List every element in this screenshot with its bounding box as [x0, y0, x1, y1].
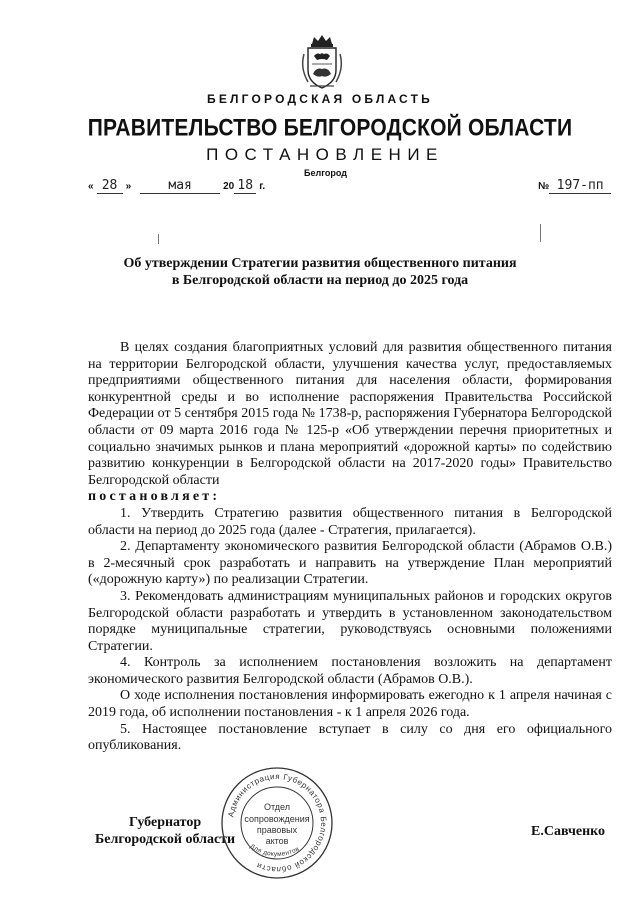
svg-text:Отдел: Отдел: [263, 802, 291, 812]
svg-text:правовых: правовых: [256, 825, 298, 835]
date-close-quote: »: [125, 181, 132, 192]
list-item: 1. Утвердить Стратегию развития общественного питания в Белгородской области на период до 2025 года (далее - Стратегия, прилагается).: [88, 505, 612, 538]
document-date: [88, 178, 265, 194]
document-type-heading: ПОСТАНОВЛЕНИЕ: [206, 145, 444, 164]
date-month: мая: [140, 178, 220, 194]
title-line-2: в Белгородской области на период до 2025 года: [171, 273, 469, 288]
list-item: 4. Контроль за исполнением постановления возложить на департамент экономического развития Белгородской области (Абрамов О.В.).: [88, 655, 612, 687]
list-item: О ходе исполнения постановления информировать ежегодно к 1 апреля начиная с 2019 года, об исполнении постановления - к 1 апреля 2026 года.: [88, 688, 612, 721]
title-line-1: Об утверждении Стратегии развития общественного питания: [123, 256, 517, 271]
date-year-prefix: 20: [223, 181, 235, 192]
svg-text:сопровождения: сопровождения: [244, 814, 310, 824]
signatory-position-line-2: Белгородской области: [95, 832, 236, 847]
document-body: [88, 340, 612, 755]
number-value: 197-пп: [549, 178, 611, 194]
svg-text:актов: актов: [265, 836, 289, 846]
svg-text:Для документов: Для документов: [248, 843, 301, 859]
date-open-quote: «: [88, 181, 94, 192]
region-heading: БЕЛГОРОДСКАЯ ОБЛАСТЬ: [207, 92, 433, 106]
signatory-position: [95, 814, 235, 848]
date-day: 28: [97, 178, 123, 194]
list-item: 3. Рекомендовать администрациям муниципальных районов и городских округов Белгородской области разработать и утвердить в установленном законодательством порядке муниципальные стратегии, руководствуясь основными положениями Стратегии.: [88, 588, 612, 654]
decree-word: постановляет:: [88, 489, 221, 505]
preamble-paragraph: В целях создания благоприятных условий для развития общественного питания на территории Белгородской области, улучшения качества услуг, предоставляемых предприятиями общественного питания для населения области, формирования конкурентной среды и во исполнение распоряжения Правительства Российской Федерации от 5 сентября 2015 года № 1738-р, распоряжения Губернатора Белгородской области от 09 марта 2016 года № 125-р «Об утверждении перечня приоритетных и социально значимых рынков и плана мероприятий «дорожной карты» по содействию развитию конкуренции в Белгородской области на 2017-2020 годы» Правительство Белгородской области: [88, 340, 612, 488]
signatory-name: Е.Савченко: [531, 824, 606, 839]
list-item: 2. Департаменту экономического развития Белгородской области (Абрамов О.В.) в 2-месячный срок разработать и направить на утверждение План мероприятий («дорожную карту») по реализации Стратегии.: [88, 539, 612, 588]
document-title: [70, 255, 570, 289]
signatory-position-line-1: Губернатор: [128, 815, 202, 830]
city-label: Белгород: [304, 168, 347, 178]
list-item: 5. Настоящее постановление вступает в силу со дня его официального опубликования.: [88, 721, 612, 754]
scan-mark: [158, 234, 159, 244]
svg-text:Администрация Губернатора Белг: Администрация Губернатора Белгородской области: [226, 771, 329, 875]
official-stamp: [220, 766, 334, 880]
date-year-suffix: 18: [234, 178, 256, 194]
coat-of-arms-emblem: [296, 34, 348, 92]
number-label: №: [538, 181, 550, 192]
scan-mark: [540, 224, 541, 242]
government-heading: ПРАВИТЕЛЬСТВО БЕЛГОРОДСКОЙ ОБЛАСТИ: [87, 115, 573, 142]
document-number: [538, 178, 611, 194]
date-year-mark: г.: [259, 181, 266, 192]
